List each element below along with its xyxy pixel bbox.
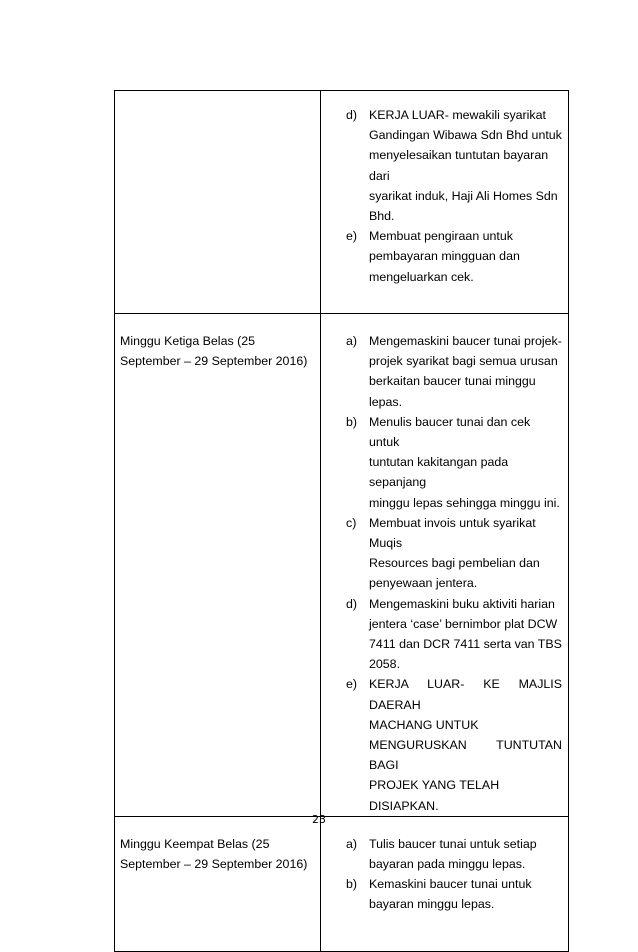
task-item [321, 105, 562, 226]
task-marker: d) [346, 596, 358, 611]
task-line: MENGURUSKAN TUNTUTAN BAGI [369, 738, 562, 773]
task-line: bayaran minggu lepas. [369, 897, 495, 912]
week-cell [115, 314, 321, 817]
task-item [321, 412, 562, 513]
task-marker: e) [346, 229, 358, 244]
page-number: 23 [312, 813, 326, 826]
task-line: mengeluarkan cek. [369, 269, 474, 284]
task-line: Tulis baucer tunai untuk setiap [369, 836, 537, 851]
task-item [321, 513, 562, 594]
task-item [321, 874, 562, 914]
task-line: 2058. [369, 657, 401, 672]
task-line: Mengemaskini buku aktiviti harian [369, 596, 555, 611]
task-item [321, 594, 562, 675]
week-label: Minggu Keempat Belas (25 September – 29 September 2016) [120, 836, 308, 872]
task-marker: e) [346, 677, 358, 692]
table-row [115, 314, 569, 817]
task-list [321, 105, 562, 287]
task-line: Resources bagi pembelian dan [369, 556, 540, 571]
task-line: syarikat induk, Haji Ali Homes Sdn [369, 188, 558, 203]
task-item [321, 331, 562, 412]
task-marker: b) [346, 414, 358, 429]
table-row [115, 91, 569, 314]
task-item [321, 226, 562, 287]
task-line: projek syarikat bagi semua urusan [369, 354, 558, 369]
task-line: Menulis baucer tunai dan cek untuk [369, 414, 531, 450]
week-cell [115, 816, 321, 951]
task-line: jentera ‘case’ bernimbor plat DCW [369, 616, 558, 631]
task-line: berkaitan baucer tunai minggu lepas. [369, 374, 536, 409]
task-line: Bhd. [369, 209, 395, 224]
task-line: penyewaan jentera. [369, 576, 478, 591]
task-line: MACHANG UNTUK [369, 717, 479, 732]
task-line: minggu lepas sehingga minggu ini. [369, 495, 560, 510]
week-label: Minggu Ketiga Belas (25 September – 29 September 2016) [120, 334, 308, 369]
task-line: menyelesaikan tuntutan bayaran dari [369, 148, 549, 183]
task-line: 7411 dan DCR 7411 serta van TBS [369, 637, 562, 652]
task-line: Membuat invois untuk syarikat Muqis [369, 515, 536, 551]
task-line: KERJA LUAR- mewakili syarikat [369, 108, 546, 122]
task-line: bayaran pada minggu lepas. [369, 857, 526, 872]
task-list [321, 834, 562, 915]
task-item [321, 834, 562, 874]
week-cell [115, 91, 321, 314]
task-marker: d) [346, 108, 358, 122]
task-item [321, 674, 562, 815]
task-marker: a) [346, 836, 358, 851]
tasks-cell [321, 314, 569, 817]
tasks-cell [321, 91, 569, 314]
task-line: KERJA LUAR- KE MAJLIS DAERAH [369, 677, 562, 712]
task-line: Gandingan Wibawa Sdn Bhd untuk [369, 128, 562, 143]
table-row [115, 816, 569, 951]
task-marker: b) [346, 877, 358, 892]
task-line: Membuat pengiraan untuk [369, 229, 513, 244]
task-line: tuntutan kakitangan pada sepanjang [369, 455, 509, 490]
tasks-cell [321, 816, 569, 951]
task-marker: c) [346, 515, 357, 530]
task-line: Mengemaskini baucer tunai projek- [369, 334, 562, 348]
task-marker: a) [346, 334, 358, 348]
task-list [321, 331, 562, 816]
task-line: Kemaskini baucer tunai untuk [369, 877, 532, 892]
task-line: pembayaran mingguan dan [369, 249, 520, 264]
task-line: PROJEK YANG TELAH DISIAPKAN. [369, 778, 500, 813]
